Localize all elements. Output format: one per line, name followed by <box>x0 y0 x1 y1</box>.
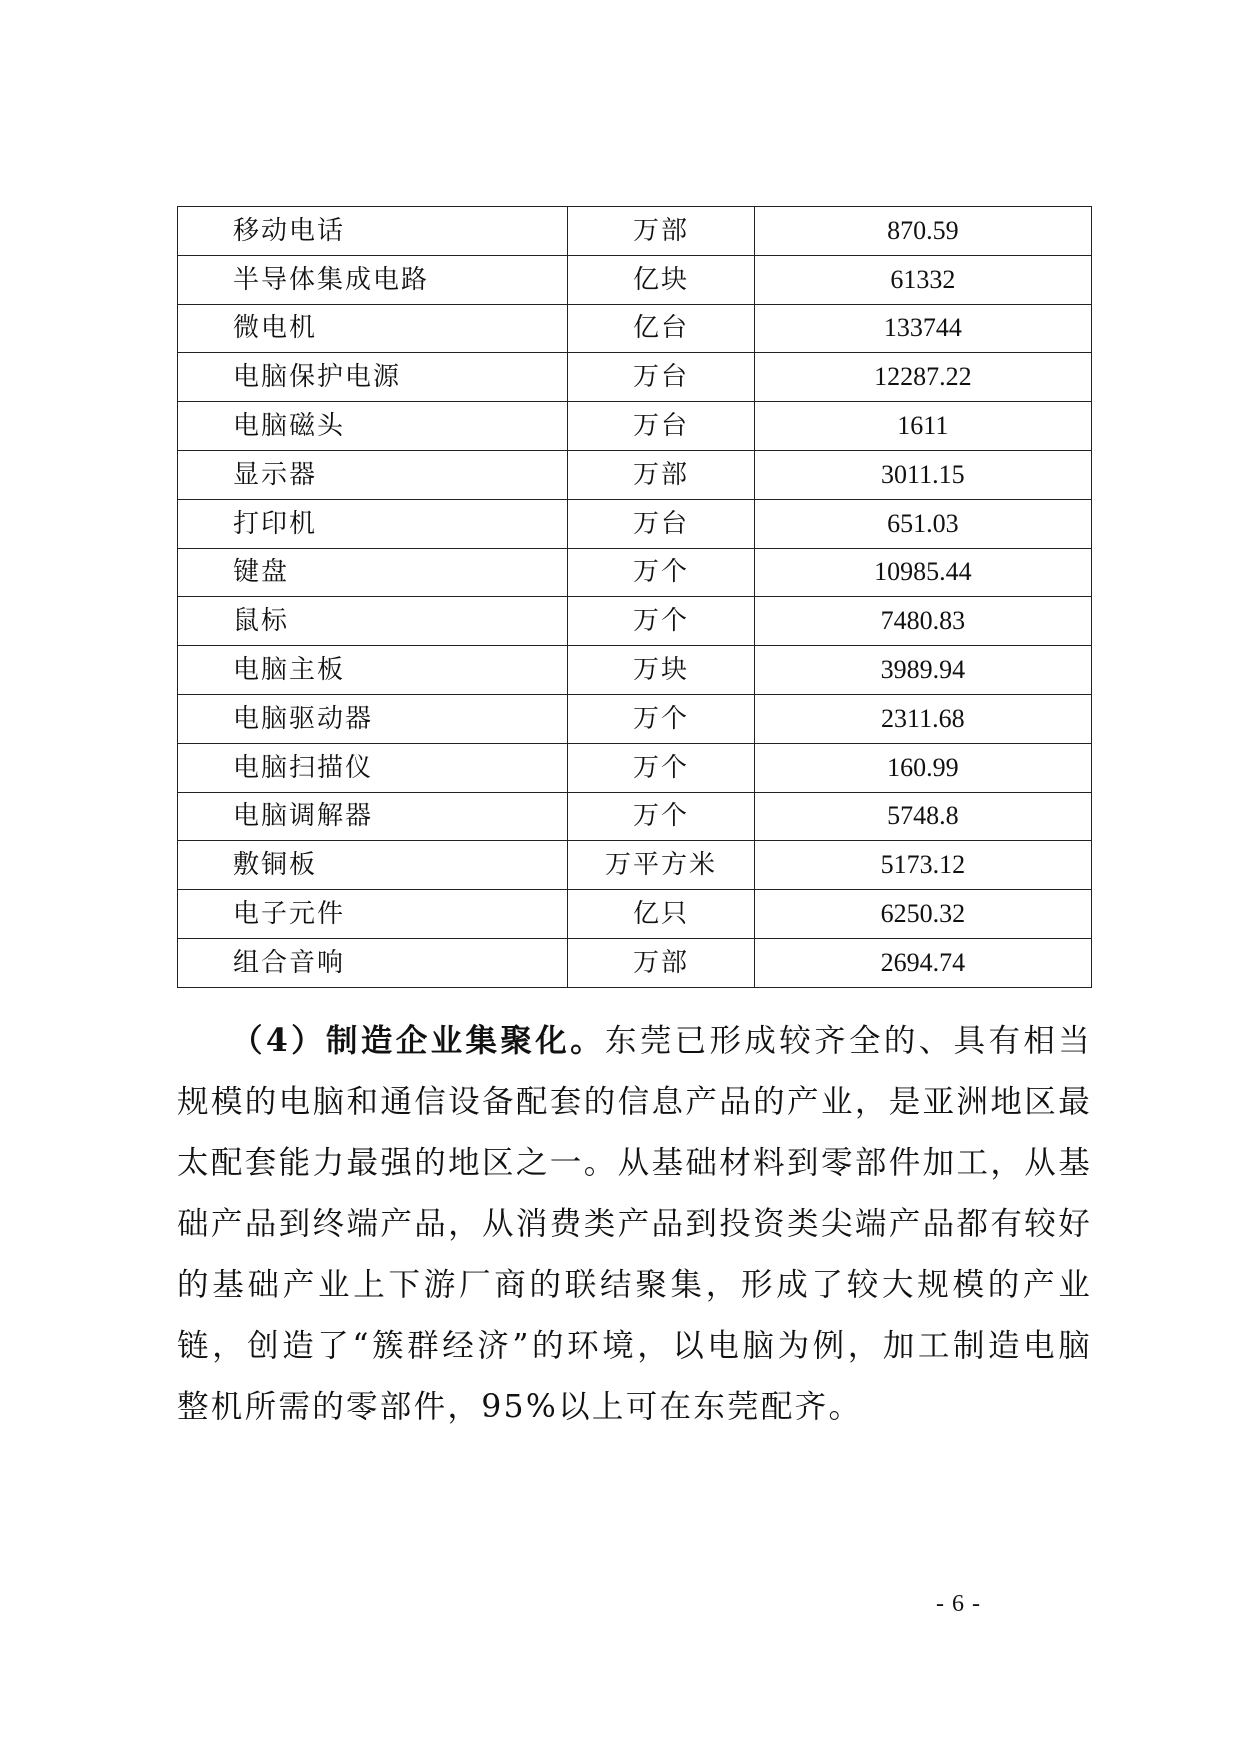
paragraph-body: 东莞已形成较齐全的、具有相当规模的电脑和通信设备配套的信息产品的产业，是亚洲地区最太配套能力最强的地区之一。从基础材料到零部件加工，从基础产品到终端产品，从消费类产品到投资类尖端产品都有较好的基础产业上下游厂商的联结聚集，形成了较大规模的产业链，创造了“簇群经济”的环境，以电脑为例，加工制造电脑整机所需的零部件，95%以上可在东莞配齐。 <box>177 1023 1093 1425</box>
table-row <box>178 207 1092 256</box>
table-row <box>178 792 1092 841</box>
unit-cell: 万部 <box>568 938 754 987</box>
unit-cell: 万个 <box>568 694 754 743</box>
table-row <box>178 694 1092 743</box>
product-name-cell: 电脑保护电源 <box>178 353 568 402</box>
value-cell: 3011.15 <box>754 450 1091 499</box>
product-name-cell: 鼠标 <box>178 597 568 646</box>
table-row <box>178 597 1092 646</box>
product-name-cell: 电脑扫描仪 <box>178 743 568 792</box>
unit-cell: 万台 <box>568 353 754 402</box>
value-cell: 160.99 <box>754 743 1091 792</box>
unit-cell: 万个 <box>568 743 754 792</box>
table-row <box>178 402 1092 451</box>
product-name-cell: 组合音响 <box>178 938 568 987</box>
value-cell: 61332 <box>754 255 1091 304</box>
unit-cell: 亿块 <box>568 255 754 304</box>
table-row <box>178 499 1092 548</box>
unit-cell: 万块 <box>568 646 754 695</box>
value-cell: 7480.83 <box>754 597 1091 646</box>
product-name-cell: 电脑主板 <box>178 646 568 695</box>
unit-cell: 万台 <box>568 499 754 548</box>
product-name-cell: 移动电话 <box>178 207 568 256</box>
page-number: - 6 - <box>936 1591 981 1617</box>
unit-cell: 万部 <box>568 207 754 256</box>
table-row <box>178 304 1092 353</box>
value-cell: 6250.32 <box>754 890 1091 939</box>
table-body <box>178 207 1092 988</box>
value-cell: 5173.12 <box>754 841 1091 890</box>
unit-cell: 万个 <box>568 548 754 597</box>
product-name-cell: 电脑调解器 <box>178 792 568 841</box>
unit-cell: 万台 <box>568 402 754 451</box>
value-cell: 10985.44 <box>754 548 1091 597</box>
product-name-cell: 敷铜板 <box>178 841 568 890</box>
section-paragraph <box>177 1010 1092 1438</box>
table-row <box>178 255 1092 304</box>
product-name-cell: 电脑驱动器 <box>178 694 568 743</box>
product-name-cell: 电脑磁头 <box>178 402 568 451</box>
value-cell: 2694.74 <box>754 938 1091 987</box>
product-name-cell: 打印机 <box>178 499 568 548</box>
table-row <box>178 353 1092 402</box>
unit-cell: 万个 <box>568 792 754 841</box>
table-row <box>178 646 1092 695</box>
table-row <box>178 548 1092 597</box>
value-cell: 1611 <box>754 402 1091 451</box>
table-row <box>178 890 1092 939</box>
product-name-cell: 显示器 <box>178 450 568 499</box>
value-cell: 870.59 <box>754 207 1091 256</box>
value-cell: 5748.8 <box>754 792 1091 841</box>
product-output-table <box>177 206 1092 988</box>
value-cell: 133744 <box>754 304 1091 353</box>
value-cell: 651.03 <box>754 499 1091 548</box>
value-cell: 3989.94 <box>754 646 1091 695</box>
unit-cell: 亿只 <box>568 890 754 939</box>
unit-cell: 亿台 <box>568 304 754 353</box>
table-row <box>178 841 1092 890</box>
section-heading: （4）制造企业集聚化。 <box>231 1022 605 1059</box>
value-cell: 12287.22 <box>754 353 1091 402</box>
unit-cell: 万部 <box>568 450 754 499</box>
unit-cell: 万个 <box>568 597 754 646</box>
unit-cell: 万平方米 <box>568 841 754 890</box>
product-name-cell: 半导体集成电路 <box>178 255 568 304</box>
product-name-cell: 键盘 <box>178 548 568 597</box>
table-row <box>178 938 1092 987</box>
product-name-cell: 电子元件 <box>178 890 568 939</box>
table-row <box>178 450 1092 499</box>
product-name-cell: 微电机 <box>178 304 568 353</box>
table-row <box>178 743 1092 792</box>
value-cell: 2311.68 <box>754 694 1091 743</box>
